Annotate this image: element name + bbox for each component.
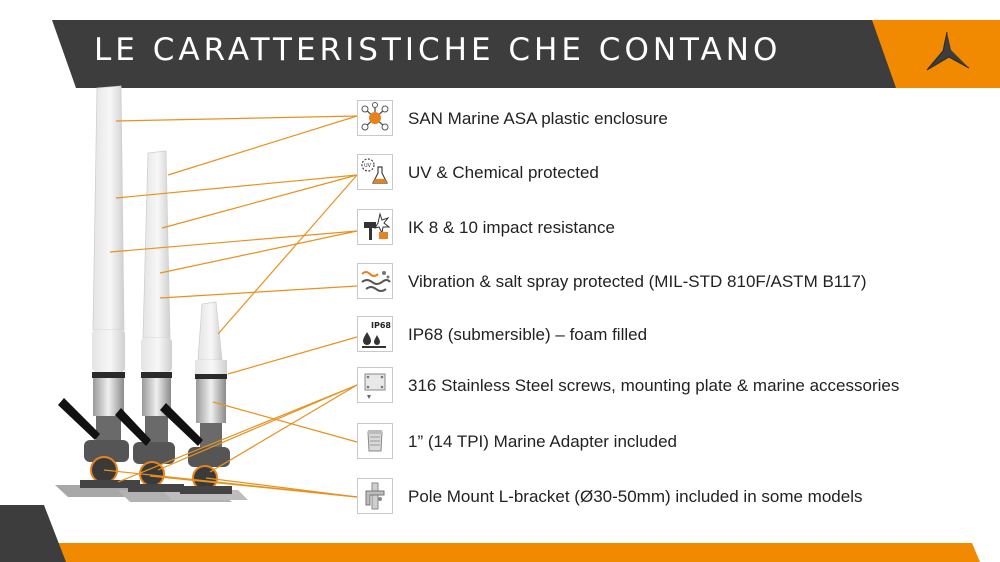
uv-flask-icon — [358, 155, 392, 189]
feature-text: IK 8 & 10 impact resistance — [408, 218, 615, 237]
svg-text:UV: UV — [364, 163, 372, 169]
feature-text: UV & Chemical protected — [408, 163, 599, 182]
ip68-icon-label: IP68 — [371, 321, 391, 330]
hammer-impact-icon — [358, 210, 392, 244]
feature-text: Vibration & salt spray protected (MIL-STD 810F/ASTM B117) — [408, 272, 867, 291]
feature-text: 316 Stainless Steel screws, mounting plate & marine accessories — [408, 376, 900, 395]
vibration-salt-icon — [358, 264, 392, 298]
screws-plate-icon — [358, 368, 392, 402]
feature-text: Pole Mount L-bracket (Ø30-50mm) included in some models — [408, 487, 863, 506]
slide-title: LE CARATTERISTICHE CHE CONTANO — [94, 32, 782, 68]
feature-text: IP68 (submersible) – foam filled — [408, 325, 648, 344]
molecule-icon — [358, 101, 392, 135]
pole-bracket-icon — [358, 479, 392, 513]
feature-text: SAN Marine ASA plastic enclosure — [408, 109, 668, 128]
feature-text: 1” (14 TPI) Marine Adapter included — [408, 432, 677, 451]
adapter-icon — [358, 424, 392, 458]
ip68-drops-icon — [358, 317, 392, 351]
